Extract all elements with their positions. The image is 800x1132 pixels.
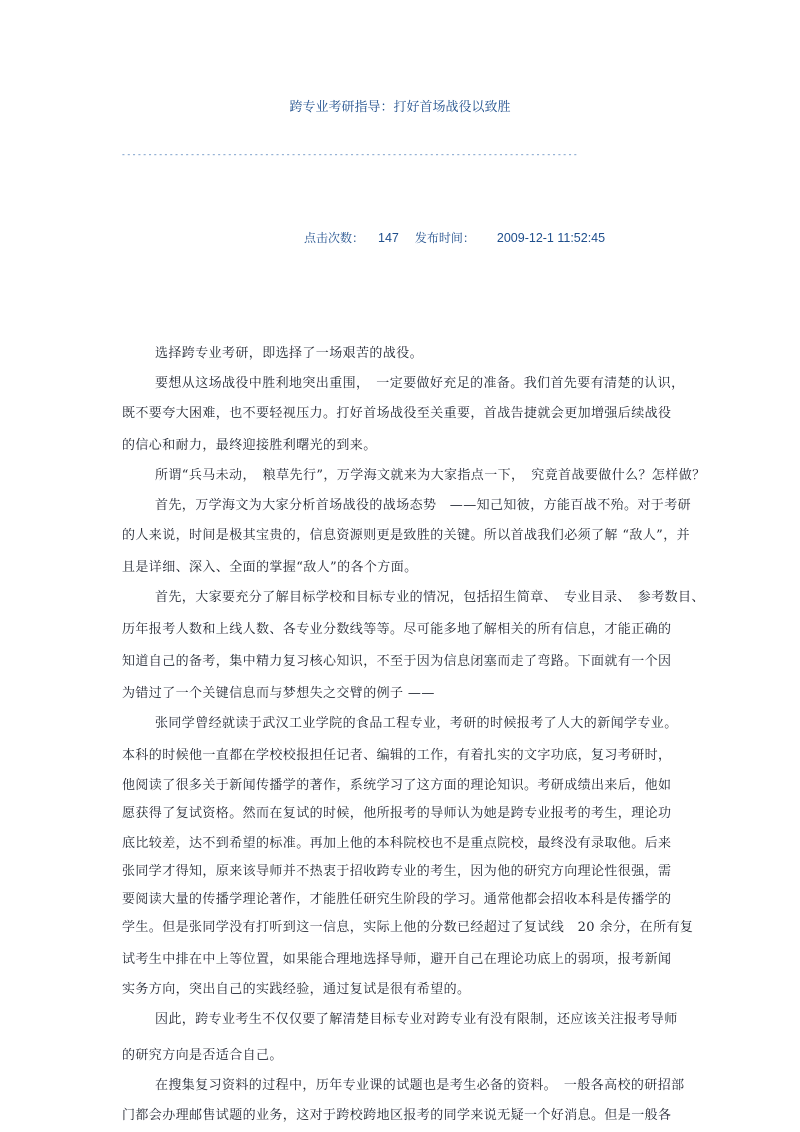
- body-line: 张同学才得知，原来该导师并不热衷于招收跨专业的考生，因为他的研究方向理论性很强，需: [122, 864, 672, 879]
- publish-value: 2009-12-1 11:52:45: [496, 231, 606, 245]
- dashed-divider: --------------------------------------------------------------------------------------: [121, 150, 579, 159]
- body-line: 所谓“兵马未动， 粮草先行”，万学海文就来为大家指点一下， 究竟首战要做什么？怎样做？: [155, 468, 706, 483]
- body-line: 首先，大家要充分了解目标学校和目标专业的情况，包括招生简章、 专业目录、 参考数目、: [155, 590, 705, 605]
- clicks-value: 147: [378, 231, 399, 245]
- body-line: 要想从这场战役中胜利地突出重围， 一定要做好充足的准备。我们首先要有清楚的认识，: [155, 376, 685, 391]
- page-title: 跨专业考研指导：打好首场战役以致胜: [289, 100, 511, 115]
- body-line: 为错过了一个关键信息而与梦想失之交臂的例子 ——: [122, 686, 435, 701]
- body-line: 首先，万学海文为大家分析首场战役的战场态势 ——知己知彼，方能百战不殆。对于考研: [155, 498, 692, 513]
- body-line: 且是详细、深入、全面的掌握“敌人”的各个方面。: [122, 560, 418, 575]
- body-line: 本科的时候他一直都在学校校报担任记者、编辑的工作，有着扎实的文字功底，复习考研时，: [122, 748, 672, 763]
- body-line: 要阅读大量的传播学理论著作，才能胜任研究生阶段的学习。通常他都会招收本科是传播学的: [122, 892, 672, 907]
- body-line: 既不要夸大困难，也不要轻视压力。打好首场战役至关重要，首战告捷就会更加增强后续战役: [122, 406, 672, 421]
- body-line: 在搜集复习资料的过程中，历年专业课的试题也是考生必备的资料。 一般各高校的研招部: [155, 1078, 685, 1093]
- body-line: 实务方向，突出自己的实践经验，通过复试是很有希望的。: [122, 982, 471, 997]
- body-line: 试考生中排在中上等位置，如果能合理地选择导师，避开自己在理论功底上的弱项，报考新闻: [122, 952, 672, 967]
- body-line: 门都会办理邮售试题的业务，这对于跨校跨地区报考的同学来说无疑一个好消息。但是一般各: [122, 1108, 672, 1123]
- body-line: 底比较差，达不到希望的标准。再加上他的本科院校也不是重点院校，最终没有录取他。后来: [122, 836, 672, 851]
- body-line: 愿获得了复试资格。然而在复试的时候，他所报考的导师认为她是跨专业报考的考生，理论功: [122, 806, 672, 821]
- body-line: 历年报考人数和上线人数、各专业分数线等等。尽可能多地了解相关的所有信息，才能正确的: [122, 622, 672, 637]
- body-line: 的研究方向是否适合自己。: [122, 1048, 283, 1063]
- body-line: 知道自己的备考，集中精力复习核心知识，不至于因为信息闭塞而走了弯路。下面就有一个因: [122, 654, 672, 669]
- publish-label: 发布时间：: [414, 231, 475, 245]
- article-meta: [304, 229, 605, 246]
- body-line: 因此，跨专业考生不仅仅要了解清楚目标专业对跨专业有没有限制，还应该关注报考导师: [155, 1012, 678, 1027]
- body-line: 张同学曾经就读于武汉工业学院的食品工程专业，考研的时候报考了人大的新闻学专业。: [155, 716, 678, 731]
- body-line: 选择跨专业考研，即选择了一场艰苦的战役。: [155, 346, 424, 361]
- body-line: 的信心和耐力，最终迎接胜利曙光的到来。: [122, 438, 377, 453]
- clicks-label: 点击次数：: [304, 231, 365, 245]
- body-line: 学生。但是张同学没有打听到这一信息，实际上他的分数已经超过了复试线 20 余分，在所有复: [122, 920, 694, 935]
- body-line: 他阅读了很多关于新闻传播学的著作，系统学习了这方面的理论知识。考研成绩出来后，他如: [122, 778, 672, 793]
- body-line: 的人来说，时间是极其宝贵的，信息资源则更是致胜的关键。所以首战我们必须了解 “敌人”，并: [122, 528, 691, 543]
